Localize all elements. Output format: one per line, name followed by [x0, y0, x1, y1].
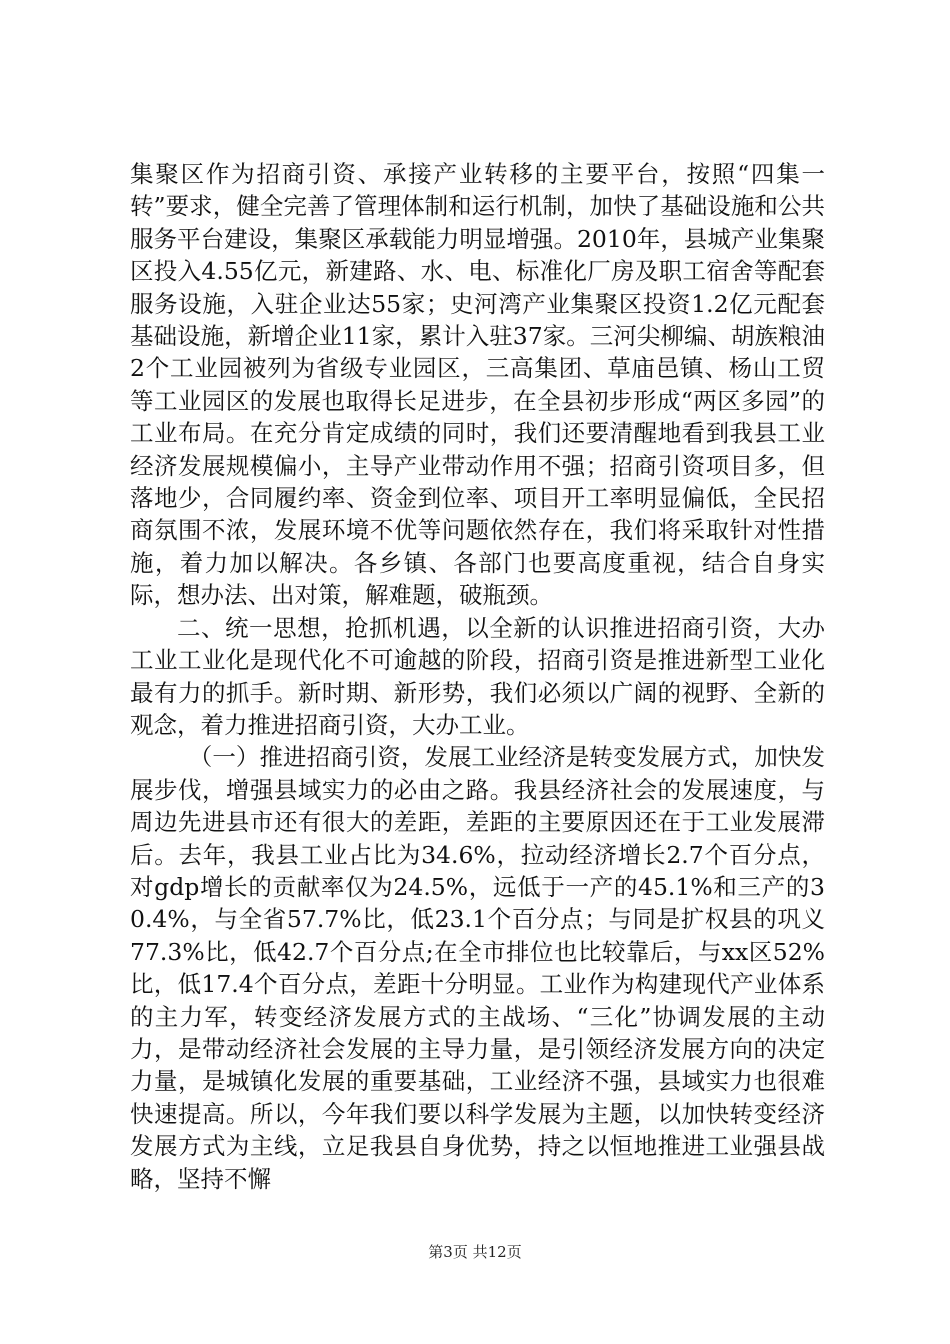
paragraph-continuation: 集聚区作为招商引资、承接产业转移的主要平台，按照“四集一转”要求，健全完善了管理体制和运行机制，加快了基础设施和公共服务平台建设，集聚区承载能力明显增强。2010年，县城产业集聚区投入4.55亿元，新建路、水、电、标准化厂房及职工宿舍等配套服务设施，入驻企业达55家；史河湾产业集聚区投资1.2亿元配套基础设施，新增企业11家，累计入驻37家。三河尖柳编、胡族粮油2个工业园被列为省级专业园区，三高集团、草庙邑镇、杨山工贸等工业园区的发展也取得长足进步，在全县初步形成“两区多园”的工业布局。在充分肯定成绩的同时，我们还要清醒地看到我县工业经济发展规模偏小，主导产业带动作用不强；招商引资项目多，但落地少，合同履约率、资金到位率、项目开工率明显偏低，全民招商氛围不浓，发展环境不优等问题依然存在，我们将采取针对性措施，着力加以解决。各乡镇、各部门也要高度重视，结合自身实际，想办法、出对策，解难题，破瓶颈。 — [130, 160, 825, 610]
paragraph-subsection-one: （一）推进招商引资，发展工业经济是转变发展方式，加快发展步伐，增强县域实力的必由之路。我县经济社会的发展速度，与周边先进县市还有很大的差距，差距的主要原因还在于工业发展滞后。去年，我县工业占比为34.6%，拉动经济增长2.7个百分点，对gdp增长的贡献率仅为24.5%，远低于一产的45.1%和三产的30.4%，与全省57.7%比，低23.1个百分点；与同是扩权县的巩义77.3%比，低42.7个百分点;在全市排位也比较靠后，与xx区52%比，低17.4个百分点，差距十分明显。工业作为构建现代产业体系的主力军，转变经济发展方式的主战场、“三化”协调发展的主动力，是带动经济社会发展的主导力量，是引领经济发展方向的决定力量，是城镇化发展的重要基础，工业经济不强，县域实力也很难快速提高。所以，今年我们要以科学发展为主题，以加快转变经济发展方式为主线，立足我县自身优势，持之以恒地推进工业强县战略，坚持不懈 — [130, 743, 825, 1193]
paragraph-section-two: 二、统一思想，抢抓机遇，以全新的认识推进招商引资，大办工业工业化是现代化不可逾越的阶段，招商引资是推进新型工业化最有力的抓手。新时期、新形势，我们必须以广阔的视野、全新的观念，着力推进招商引资，大办工业。 — [130, 613, 825, 739]
document-body — [130, 158, 825, 1195]
page-footer: 第3页 共12页 — [428, 1243, 522, 1261]
